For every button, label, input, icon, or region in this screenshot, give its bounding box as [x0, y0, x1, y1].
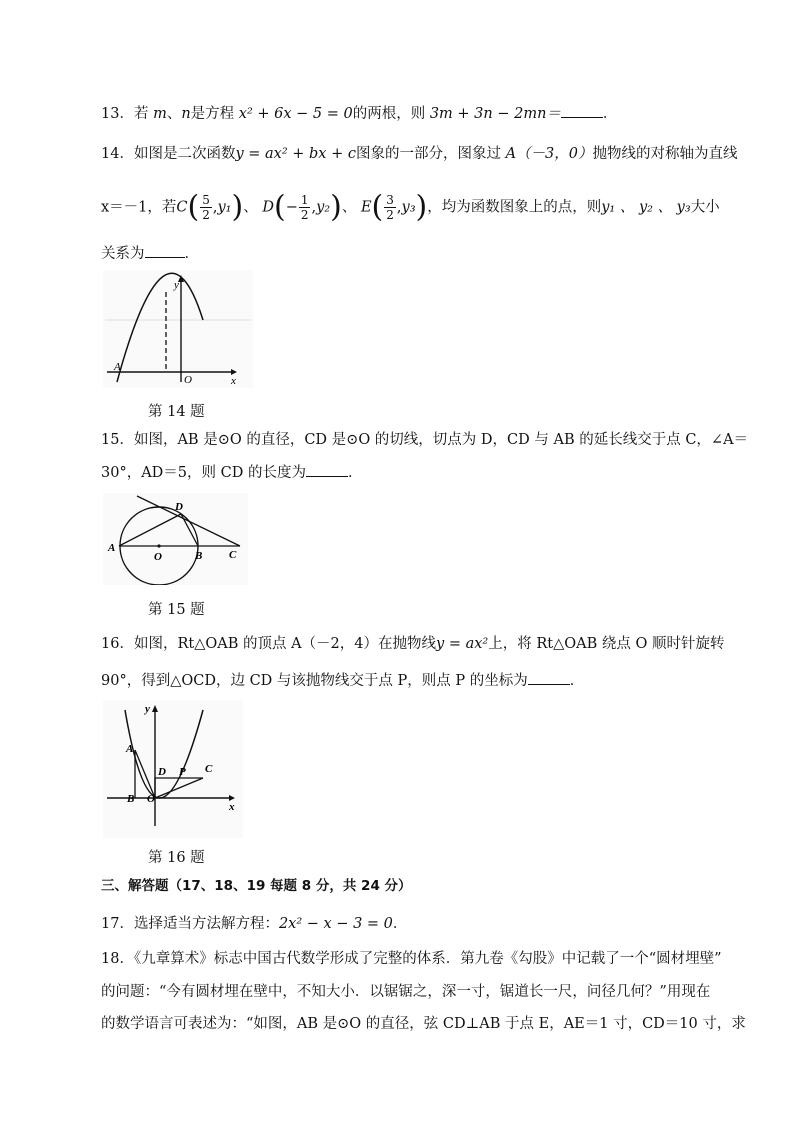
q14-c-fraction: $\frac{5}{2}$ — [202, 193, 210, 222]
q16-caption: 第 16 题 — [148, 850, 205, 866]
q14-text-2d: 大小 — [690, 199, 720, 216]
q14-d-fraction: $\frac{1}{2}$ — [300, 193, 309, 222]
q16-function: y = ax² — [436, 636, 489, 652]
q18-line-3 — [101, 1014, 746, 1034]
q16-end: ． — [569, 673, 585, 689]
q13-m: m — [153, 106, 167, 122]
q14-line-2: x＝－1，若C( $\frac{5}{2}$ ,y₁)、 D(− $\frac{1}{2}$ ,y₂)、 E( $\frac{3}{2}$ ,y₃)，均为函数图象上的点，则y₁ 、 y₂ 、 y₃大小 — [101, 189, 720, 225]
fig15-label-d: D — [175, 501, 183, 513]
q17-end: ． — [392, 916, 408, 932]
q14-text-1a: 如图是二次函数 — [133, 146, 236, 162]
q14-text-1b: 图象的一部分，图象过 — [355, 146, 506, 162]
q14-e-label: E — [360, 199, 372, 216]
q18-line-1 — [101, 949, 722, 969]
q17-line — [101, 914, 407, 934]
q16-line-2 — [101, 670, 584, 691]
q14-y2: y₂ — [316, 199, 331, 216]
q18-number: 18． — [101, 951, 134, 967]
q16-text-1b: 上，将 Rt△OAB 绕点 O 顺时针旋转 — [488, 636, 725, 652]
q14-y1: y₁ — [217, 199, 232, 216]
q16-line-1 — [101, 634, 724, 654]
q13-answer-blank[interactable] — [561, 103, 603, 118]
q13-sep: 、 — [166, 106, 182, 122]
q14-text-1c: 抛物线的对称轴为直线 — [592, 146, 738, 162]
fig14-label-x: x — [231, 375, 236, 387]
q16-text-1a: 如图，Rt△OAB 的顶点 A（－2，4）在抛物线 — [133, 636, 437, 652]
q14-text-2a: x＝－1，若 — [101, 199, 177, 216]
q15-end: ． — [347, 465, 363, 481]
q14-line-3 — [101, 243, 199, 264]
q17-equation: 2x² − x − 3 = 0 — [278, 916, 393, 932]
q15-line-2 — [101, 462, 362, 483]
q13-text-c: 的两根，则 — [352, 106, 430, 122]
fig14-label-a: A — [114, 361, 121, 373]
fig15-label-c: C — [229, 549, 237, 561]
q14-text-3: 关系为 — [101, 246, 145, 262]
fig15-label-o: O — [154, 551, 162, 563]
q13-text-b: 是方程 — [190, 106, 239, 122]
fig16-label-y: y — [145, 703, 150, 715]
q14-text-2c: y₁ 、 y₂ 、 y₃ — [601, 199, 691, 216]
q15-text-1: 如图，AB 是⊙O 的直径，CD 是⊙O 的切线，切点为 D，CD 与 AB 的延长线交于点 C，∠A＝ — [133, 432, 749, 448]
q14-caption: 第 14 题 — [148, 404, 205, 420]
q14-text-2b: ，均为函数图象上的点，则 — [427, 199, 602, 216]
q17-number: 17． — [101, 916, 134, 932]
q15-line-1 — [101, 430, 748, 450]
q16-answer-blank[interactable] — [528, 670, 570, 685]
q13-text-a: 若 — [133, 106, 154, 122]
fig16-label-a: A — [126, 743, 134, 755]
q13-expression: 3m + 3n − 2mn＝ — [429, 106, 561, 122]
q16-number: 16． — [101, 636, 134, 652]
q13-equation: x² + 6x − 5 = 0 — [238, 106, 353, 122]
q16-text-2: 90°，得到△OCD，边 CD 与该抛物线交于点 P，则点 P 的坐标为 — [101, 673, 528, 689]
q14-c-label: C — [176, 199, 188, 216]
q15-answer-blank[interactable] — [306, 462, 348, 477]
q18-line-2 — [101, 982, 710, 1002]
fig14-label-o: O — [184, 374, 192, 386]
q14-e-fraction: $\frac{3}{2}$ — [386, 193, 394, 222]
fig16-label-c: C — [205, 763, 213, 775]
q13-number: 13． — [101, 106, 134, 122]
q13-n: n — [181, 106, 191, 122]
fig15-label-b: B — [195, 550, 203, 562]
q14-line-1 — [101, 144, 738, 164]
fig16-label-b: B — [127, 793, 135, 805]
q17-text: 选择适当方法解方程： — [133, 916, 279, 932]
q15-figure — [103, 493, 248, 585]
q14-function: y = ax² + bx + c — [235, 146, 356, 162]
fig16-label-o: O — [147, 793, 155, 805]
q15-text-2: 30°，AD＝5，则 CD 的长度为 — [101, 465, 306, 481]
fig16-label-x: x — [229, 801, 235, 813]
q18-text-3: 的数学语言可表述为：“如图，AB 是⊙O 的直径，弦 CD⊥AB 于点 E，AE＝1 寸，CD＝10 寸，求 — [101, 1016, 746, 1032]
q14-y3: y₃ — [401, 199, 416, 216]
section-3-heading: 三、解答题（17、18、19 每题 8 分，共 24 分） — [101, 878, 412, 894]
q14-answer-blank[interactable] — [145, 243, 185, 258]
fig14-label-y: y — [174, 279, 179, 291]
fig15-label-a: A — [108, 542, 116, 554]
fig16-label-p: P — [179, 766, 186, 778]
q18-text-2: 的问题：“今有圆材埋在壁中，不知大小．以锯锯之，深一寸，锯道长一尺，问径几何？”用现在 — [101, 984, 711, 1000]
q13-line — [101, 103, 617, 124]
q16-figure — [103, 700, 243, 838]
q15-number: 15． — [101, 432, 134, 448]
q14-number: 14． — [101, 146, 134, 162]
q14-figure — [103, 270, 253, 388]
q14-d-label: D — [262, 199, 274, 216]
q14-point-a: A（－3，0） — [505, 146, 593, 162]
q15-caption: 第 15 题 — [148, 602, 205, 618]
q18-text-1: 《九章算术》标志中国古代数学形成了完整的体系．第九卷《勾股》中记载了一个“圆材埋壁” — [133, 951, 722, 967]
fig16-label-d: D — [158, 766, 166, 778]
q13-end: ． — [602, 106, 618, 122]
q14-end: ． — [184, 246, 199, 262]
